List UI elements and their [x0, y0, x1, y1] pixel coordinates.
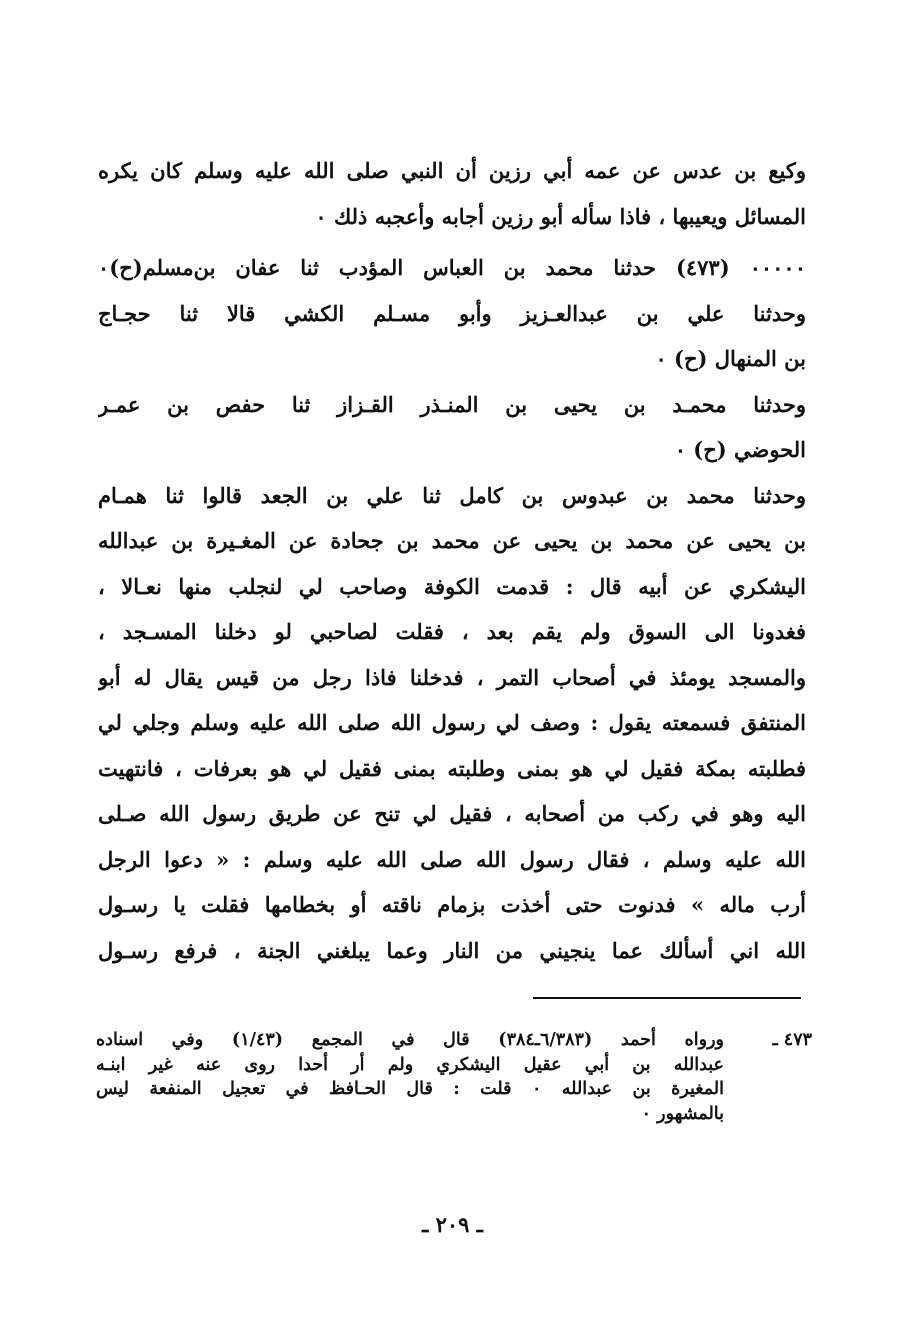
- text-line: المنتفق فسمعته يقول : وصف لي رسول الله صلى الله عليه وسلم وجلي لي: [98, 710, 806, 735]
- page-number: ـ ٢٠٩ ـ: [422, 1212, 483, 1237]
- text-line: الله عليه وسلم ، فقال رسول الله صلى الله عليه وسلم : « دعوا الرجل: [98, 846, 806, 872]
- text-line: بن يحيى عن محمد بن يحيى عن محمد بن جحادة عن المغـيرة بن عبدالله: [98, 528, 806, 553]
- text-line: وكيع بن عدس عن عمه أبي رزين أن النبي صلى الله عليه وسلم كان يكره: [98, 158, 806, 183]
- text-line: وحدثنا محمد بن عبدوس بن كامل ثنا علي بن الجعد قالوا ثنا همـام: [98, 482, 806, 508]
- footnote-line: المغيرة بن عبدالله ٠ قلت : قال الحـافظ في تعجيل المنفعة ليس: [96, 1079, 725, 1099]
- main-text: [98, 148, 806, 973]
- text-line: وحدثنا محمـد بن يحيى بن المنـذر القـزاز ثنا حفص بن عمـر: [98, 391, 806, 417]
- footnote-line: ورواه أحمد (٦/٣٨٣ـ٣٨٤) قال في المجمع (١/٤٣) وفي اسناده: [96, 1030, 724, 1050]
- footnote-separator: [533, 997, 801, 999]
- footnote-row: [96, 1028, 812, 1126]
- text-line: بن المنهال (ح) ٠: [655, 346, 806, 371]
- text-line: فغدونا الى السوق ولم يقم بعد ، فقلت لصاحبي لو دخلنا المسـجد ،: [98, 619, 806, 644]
- footnote-number: ٤٧٣ ـ: [772, 1030, 812, 1050]
- text-line: الحوضي (ح) ٠: [674, 437, 806, 462]
- text-line: والمسجد يومئذ في أصحاب التمر ، فدخلنا فاذا رجل من قيس يقال له أبو: [98, 664, 806, 690]
- footnote: [96, 1028, 812, 1126]
- footnote-line: بالمشهور ٠: [641, 1103, 724, 1124]
- text-line: الله اني أسألك عما ينجيني من النار وعما يبلغني الجنة ، فرفع رسـول: [98, 937, 806, 963]
- text-line: فطلبته بمكة فقيل لي هو بمنى وطلبته بمنى فقيل لي هو بعرفات ، فانتهيت: [98, 755, 806, 781]
- text-line: أرب ماله » فدنوت حتى أخذت بزمام ناقته أو بخطامها فقلت يا رسـول: [98, 892, 806, 917]
- text-line: وحدثنا علي بن عبدالعـزيز وأبو مسـلم الكشي قالا ثنا حجـاج: [98, 300, 806, 326]
- text-line: اليشكري عن أبيه قال : قدمت الكوفة وصاحب لي لنجلب منها نعـالا ،: [98, 573, 806, 599]
- text-line: المسائل ويعيبها ، فاذا سأله أبو رزين أجابه وأعجبه ذلك ٠: [315, 203, 806, 229]
- text-line: ٠٠٠٠٠ (٤٧٣) حدثنا محمد بن العباس المؤدب ثنا عفان بن‌مسلم(ح)٠: [98, 255, 806, 280]
- footnote-line: عبدالله بن أبي عقيل اليشكري ولم أر أحدا روى عنه غير ابنـه: [96, 1054, 724, 1075]
- footnote-body: [96, 1028, 724, 1126]
- text-line: اليه وهو في ركب من أصحابه ، فقيل لي تنح عن طريق رسول الله صـلى: [98, 801, 806, 826]
